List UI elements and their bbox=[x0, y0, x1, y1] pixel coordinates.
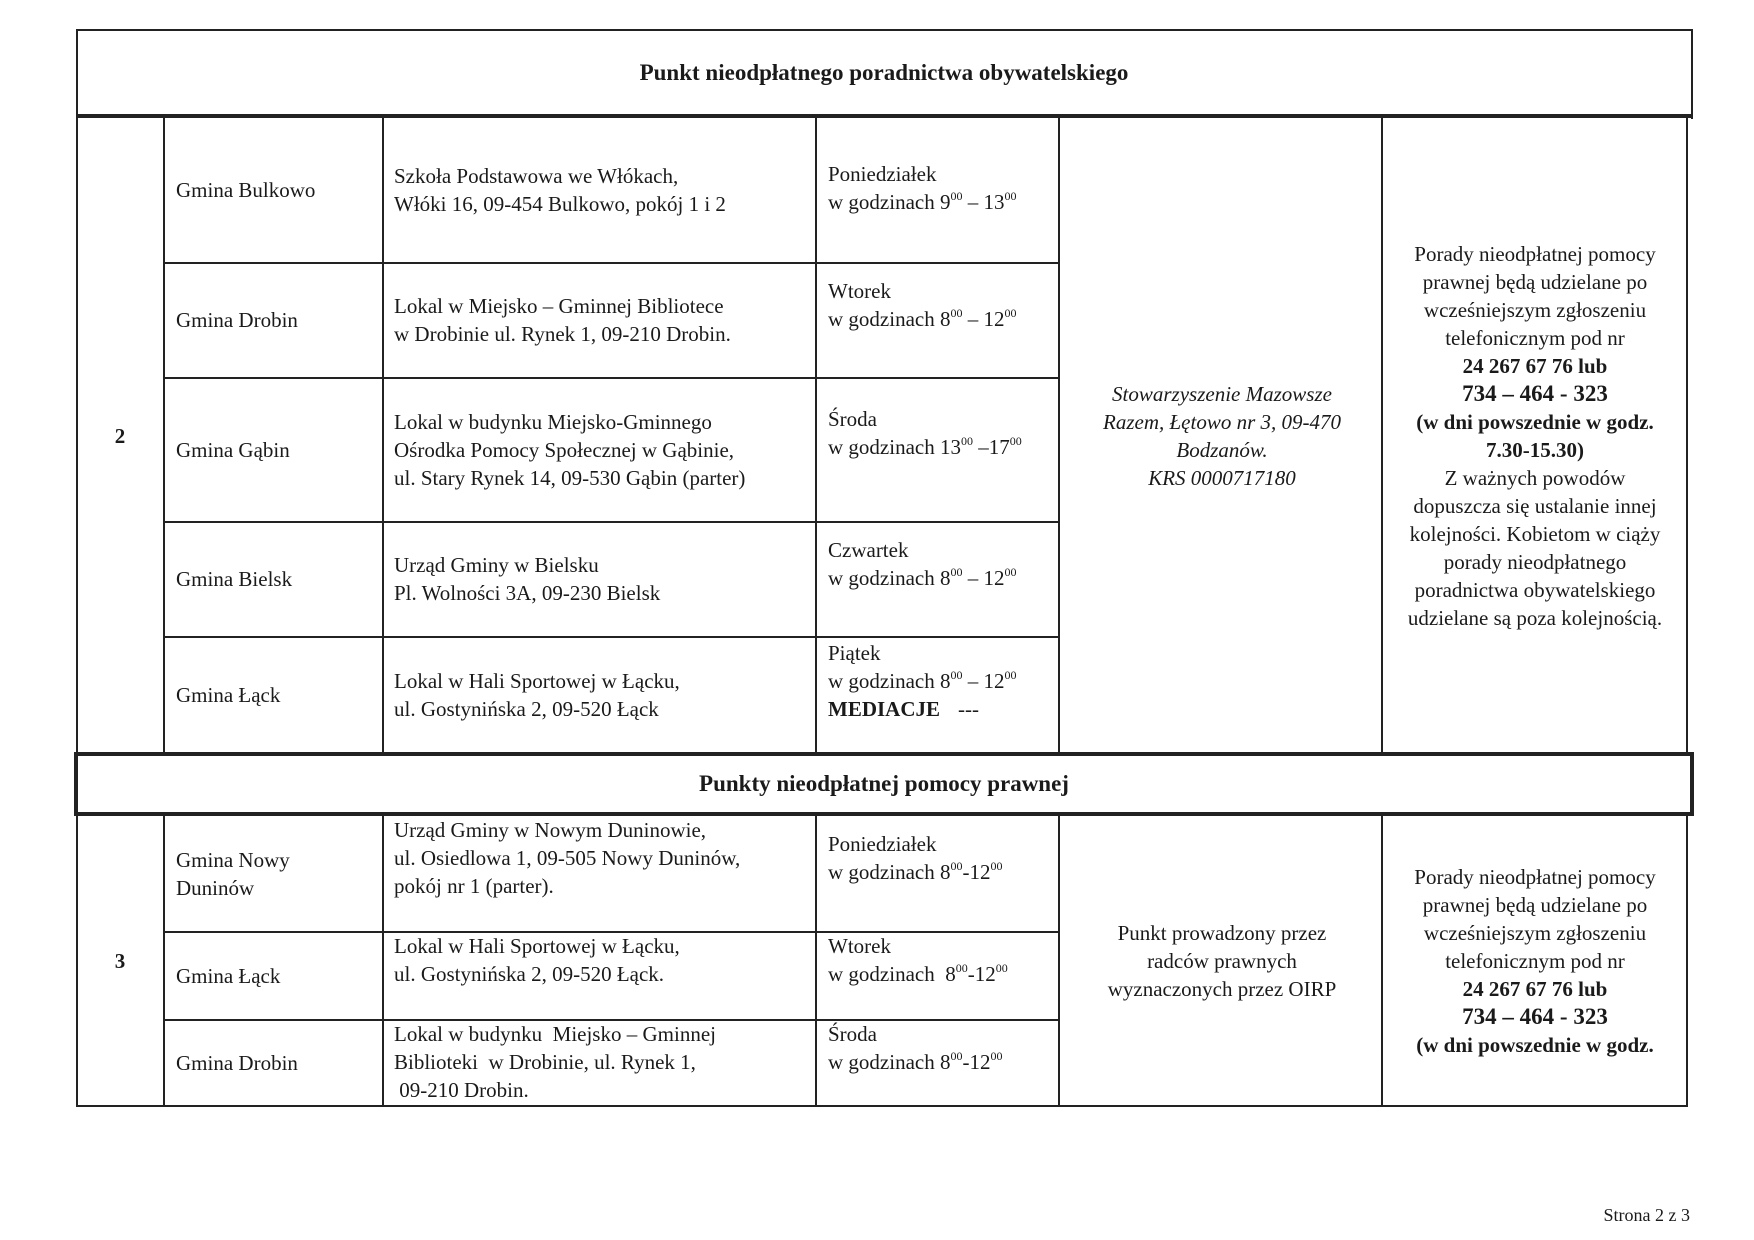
municipality-cell bbox=[176, 637, 376, 753]
weekday: Czwartek bbox=[828, 538, 909, 562]
address-line: Urząd Gminy w Bielsku bbox=[394, 553, 599, 577]
address-line: ul. Gostynińska 2, 09-520 Łąck. bbox=[394, 962, 665, 986]
municipality-name: Gmina Łąck bbox=[176, 963, 281, 988]
info-line: udzielane są poza kolejnością. bbox=[1407, 606, 1663, 630]
address-line: Włóki 16, 09-454 Bulkowo, pokój 1 i 2 bbox=[394, 192, 726, 216]
info-line: poradnictwa obywatelskiego bbox=[1414, 578, 1656, 602]
address-line: ul. Osiedlowa 1, 09-505 Nowy Duninów, bbox=[394, 846, 741, 870]
address-line: ul. Stary Rynek 14, 09-530 Gąbin (parter) bbox=[394, 465, 746, 490]
opening-hours: w godzinach $13^{00}$ $-17^{00}$ bbox=[828, 434, 1022, 459]
info-line: prawnej będą udzielane po bbox=[1422, 270, 1648, 294]
address-cell bbox=[394, 522, 814, 636]
weekday: Wtorek bbox=[828, 279, 891, 303]
address-cell bbox=[394, 932, 814, 1019]
municipality-name: Gmina Bulkowo bbox=[176, 178, 316, 202]
phone-number: 734 – 464 - 323 bbox=[1462, 381, 1608, 406]
address-line: Lokal w budynku Miejsko-Gminnego bbox=[394, 409, 712, 434]
section-title bbox=[76, 756, 1692, 812]
weekday: Piątek bbox=[828, 641, 881, 665]
municipality-cell bbox=[176, 816, 376, 931]
hours-cell bbox=[828, 118, 1058, 262]
info-line: Porady nieodpłatnej pomocy bbox=[1414, 242, 1656, 266]
address-line: 09-210 Drobin. bbox=[394, 1078, 529, 1102]
address-line: Szkoła Podstawowa we Włókach, bbox=[394, 164, 679, 188]
hours-cell bbox=[828, 816, 1058, 931]
row-number bbox=[76, 118, 164, 754]
hours-cell bbox=[828, 522, 1058, 636]
organization-line: radców prawnych bbox=[1147, 949, 1297, 973]
organization-line: Razem, Łętowo nr 3, 09-470 bbox=[1103, 410, 1341, 434]
address-line: pokój nr 1 (parter). bbox=[394, 874, 554, 898]
phone-number: 734 – 464 - 323 bbox=[1462, 1004, 1608, 1029]
organization-cell bbox=[1062, 118, 1382, 754]
municipality-cell bbox=[176, 522, 376, 636]
organization-line: wyznaczonych przez OIRP bbox=[1107, 977, 1337, 1001]
weekday: Środa bbox=[828, 407, 877, 431]
grid-line bbox=[1686, 814, 1688, 1107]
weekday: Poniedziałek bbox=[828, 162, 937, 186]
weekday: Wtorek bbox=[828, 934, 891, 958]
grid-line bbox=[815, 116, 817, 754]
municipality-name: Gmina Nowy Duninów bbox=[176, 847, 290, 900]
opening-hours: w godzinach $9^{00} - 13^{00}$ bbox=[828, 189, 1017, 214]
grid-line bbox=[1686, 116, 1688, 754]
address-line: Pl. Wolności 3A, 09-230 Bielsk bbox=[394, 581, 661, 605]
address-cell bbox=[394, 263, 814, 377]
municipality-name: Gmina Bielsk bbox=[176, 567, 293, 591]
hours-note: 7.30-15.30) bbox=[1486, 438, 1584, 462]
info-cell bbox=[1384, 816, 1686, 1106]
municipality-name: Gmina Łąck bbox=[176, 683, 281, 707]
municipality-cell bbox=[176, 263, 376, 377]
row-number bbox=[76, 816, 164, 1106]
phone-number: 24 267 67 76 lub bbox=[1462, 977, 1608, 1001]
info-line: kolejności. Kobietom w ciąży bbox=[1409, 522, 1661, 546]
address-cell bbox=[394, 118, 814, 262]
hours-cell bbox=[828, 378, 1058, 521]
info-cell bbox=[1384, 118, 1686, 754]
organization-line: Stowarzyszenie Mazowsze bbox=[1112, 382, 1332, 406]
address-line: Lokal w Hali Sportowej w Łącku, bbox=[394, 669, 680, 693]
opening-hours: w godzinach $8^{00}-12^{00}$ bbox=[828, 1049, 1003, 1074]
info-line: prawnej będą udzielane po bbox=[1422, 893, 1648, 917]
organization-cell bbox=[1062, 816, 1382, 1106]
address-line: Lokal w Miejsko – Gminnej Bibliotece bbox=[394, 294, 724, 318]
grid-line bbox=[1058, 116, 1060, 754]
municipality-name: Gmina Gąbin bbox=[176, 437, 290, 462]
opening-hours: w godzinach $8^{00} - 12^{00}$ bbox=[828, 668, 1017, 693]
info-line: Porady nieodpłatnej pomocy bbox=[1414, 865, 1656, 889]
opening-hours: w godzinach $8^{00}-12^{00}$ bbox=[828, 859, 1003, 884]
row-number-text: 2 bbox=[114, 424, 126, 448]
address-line: Lokal w budynku Miejsko – Gminnej bbox=[394, 1022, 716, 1046]
municipality-name: Gmina Drobin bbox=[176, 1051, 298, 1075]
address-cell bbox=[394, 816, 814, 931]
grid-line bbox=[382, 814, 384, 1107]
hours-cell bbox=[828, 932, 1058, 1019]
address-cell bbox=[394, 637, 814, 753]
page-number: Strona 2 z 3 bbox=[1603, 1205, 1690, 1225]
info-line: dopuszcza się ustalanie innej bbox=[1413, 494, 1657, 518]
weekday: Środa bbox=[828, 1022, 877, 1046]
organization-line: KRS 0000717180 bbox=[1148, 466, 1296, 490]
hours-cell bbox=[828, 263, 1058, 377]
municipality-cell bbox=[176, 378, 376, 521]
section-title bbox=[76, 31, 1692, 115]
hours-cell bbox=[828, 637, 1058, 753]
row-number-text: 3 bbox=[114, 949, 126, 973]
section-title-text: Punkt nieodpłatnego poradnictwa obywatelskiego bbox=[639, 60, 1129, 85]
info-line: telefonicznym pod nr bbox=[1445, 949, 1625, 973]
info-line: telefonicznym pod nr bbox=[1445, 326, 1625, 350]
weekday: Poniedziałek bbox=[828, 832, 937, 856]
municipality-cell bbox=[176, 1020, 376, 1106]
address-line: Biblioteki w Drobinie, ul. Rynek 1, bbox=[394, 1050, 696, 1074]
address-cell bbox=[394, 378, 814, 521]
address-line: Ośrodka Pomocy Społecznej w Gąbinie, bbox=[394, 437, 735, 462]
info-line: Z ważnych powodów bbox=[1444, 466, 1626, 490]
municipality-cell bbox=[176, 932, 376, 1019]
info-line: wcześniejszym zgłoszeniu bbox=[1423, 298, 1647, 322]
address-cell bbox=[394, 1020, 814, 1106]
hours-note: (w dni powszednie w godz. bbox=[1416, 1033, 1654, 1057]
section-title-text: Punkty nieodpłatnej pomocy prawnej bbox=[699, 771, 1069, 796]
opening-hours: w godzinach $8^{00}-12^{00}$ bbox=[828, 961, 1008, 986]
grid-line bbox=[1058, 814, 1060, 1107]
organization-line: Bodzanów. bbox=[1176, 438, 1268, 462]
address-line: w Drobinie ul. Rynek 1, 09-210 Drobin. bbox=[394, 322, 731, 346]
grid-line bbox=[382, 116, 384, 754]
info-line: wcześniejszym zgłoszeniu bbox=[1423, 921, 1647, 945]
hours-cell bbox=[828, 1020, 1058, 1106]
opening-hours: w godzinach $8^{00} - 12^{00}$ bbox=[828, 306, 1017, 331]
grid-line bbox=[815, 814, 817, 1107]
address-line: Lokal w Hali Sportowej w Łącku, bbox=[394, 934, 680, 958]
opening-hours: w godzinach $8^{00} - 12^{00}$ bbox=[828, 565, 1017, 590]
organization-line: Punkt prowadzony przez bbox=[1117, 921, 1327, 945]
municipality-cell bbox=[176, 118, 376, 262]
address-line: Urząd Gminy w Nowym Duninowie, bbox=[394, 818, 707, 842]
phone-number: 24 267 67 76 lub bbox=[1462, 354, 1608, 378]
info-line: porady nieodpłatnego bbox=[1443, 550, 1627, 574]
municipality-name: Gmina Drobin bbox=[176, 308, 298, 332]
hours-note: (w dni powszednie w godz. bbox=[1416, 410, 1654, 434]
address-line: ul. Gostynińska 2, 09-520 Łąck bbox=[394, 697, 659, 721]
mediation-note: MEDIACJE --- bbox=[828, 697, 979, 721]
